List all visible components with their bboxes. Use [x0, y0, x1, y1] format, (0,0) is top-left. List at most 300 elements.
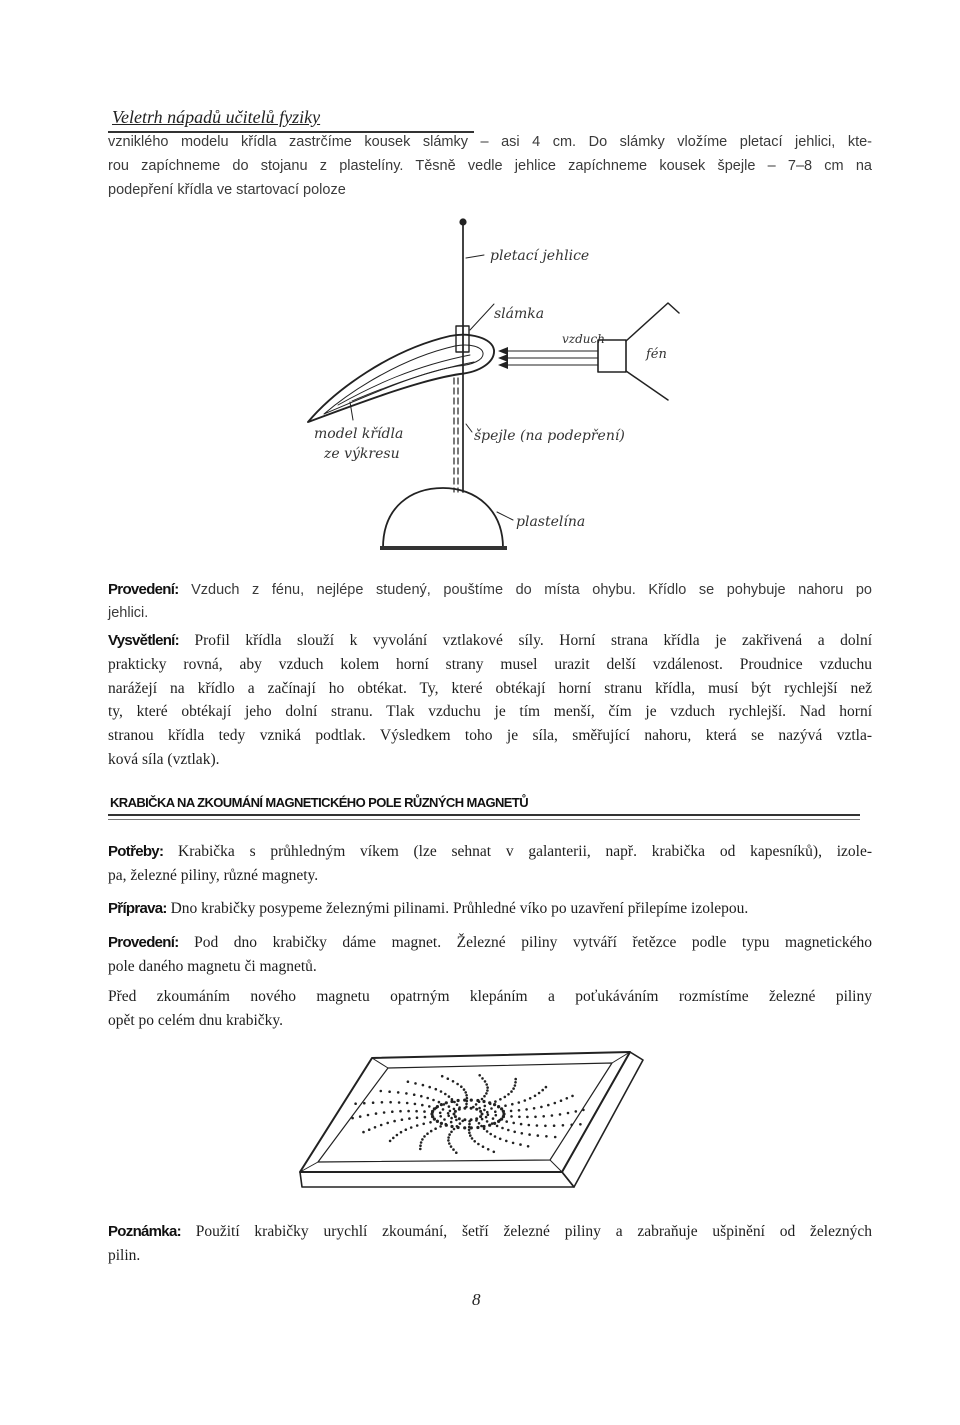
paragraph-line: podepření křídla ve startovací poloze	[108, 182, 346, 198]
plasticine-base	[380, 488, 513, 550]
filing-dot	[524, 1099, 527, 1102]
filing-dot	[466, 1097, 469, 1100]
filing-dot	[478, 1122, 481, 1125]
filing-dot	[496, 1125, 499, 1128]
filing-dot	[458, 1117, 461, 1120]
filing-dot	[367, 1114, 370, 1117]
box-corner-line	[550, 1160, 562, 1172]
filing-dot	[489, 1133, 492, 1136]
paragraph-line: rou zapíchneme do stojanu z plastelíny. Těsně vedle jehlice zapíchneme kousek špejle – 7–8 cm na	[108, 158, 872, 174]
filing-dot	[536, 1124, 539, 1127]
filing-dot	[442, 1108, 445, 1111]
filing-dot	[351, 1117, 354, 1120]
filing-dot	[554, 1102, 557, 1105]
filing-dot	[464, 1091, 467, 1094]
filing-dot	[484, 1080, 487, 1083]
filing-dot	[455, 1151, 458, 1154]
filing-dot	[518, 1116, 521, 1119]
filing-dot	[504, 1096, 507, 1099]
filing-dot	[456, 1103, 459, 1106]
line-text: Profil křídla slouží k vyvolání vztlakové síly. Horní strana křídla je zakřivená a dolní	[194, 632, 873, 649]
filing-dot	[497, 1105, 500, 1108]
filing-dot	[487, 1113, 490, 1116]
filing-dot	[480, 1125, 483, 1128]
filing-dot	[415, 1110, 418, 1113]
filing-dot	[527, 1145, 530, 1148]
filing-dot	[392, 1137, 395, 1140]
filing-dot	[545, 1086, 548, 1089]
filing-dot	[483, 1109, 486, 1112]
filing-dot	[424, 1116, 427, 1119]
filing-dot	[475, 1103, 478, 1106]
filing-dot	[393, 1120, 396, 1123]
filing-dot	[501, 1127, 504, 1130]
intro-paragraph	[108, 130, 872, 202]
filing-dot	[534, 1095, 537, 1098]
filing-dot	[391, 1110, 394, 1113]
filing-dot	[454, 1115, 457, 1118]
filing-dot	[452, 1080, 455, 1083]
filing-dot	[380, 1090, 383, 1093]
filing-dot	[414, 1082, 417, 1085]
filing-dot	[510, 1115, 513, 1118]
filing-dot	[460, 1085, 463, 1088]
filing-dot	[511, 1103, 514, 1106]
filing-dot	[519, 1143, 522, 1146]
filing-dot	[493, 1103, 496, 1106]
filing-dot	[419, 1148, 422, 1151]
filing-dot	[456, 1083, 459, 1086]
filing-dot	[528, 1133, 531, 1136]
paragraph-line: pole daného magnetu či magnetů.	[108, 958, 317, 975]
filing-dot	[562, 1124, 565, 1127]
paragraph-line: narážejí na křídlo a začínají ho obtékat. Ty, které obtékají horní stranu křídla, musí být rychlejší než	[108, 679, 872, 697]
filing-dot	[528, 1124, 531, 1127]
paragraph-line: pilin.	[108, 1247, 141, 1264]
filing-dot	[512, 1087, 515, 1090]
note-paragraph	[108, 1220, 872, 1268]
filing-dot	[450, 1145, 453, 1148]
paragraph-line: jehlici.	[108, 605, 149, 621]
filing-dot	[495, 1114, 498, 1117]
filing-dot	[481, 1077, 484, 1080]
filing-dot	[529, 1097, 532, 1100]
filing-dot	[374, 1126, 377, 1129]
paragraph-line: vzniklého modelu křídla zastrčíme kousek slámky – asi 4 cm. Do slámky vložíme pletací jehlici, kte-	[108, 134, 872, 150]
filing-dot	[468, 1131, 471, 1134]
filing-dot	[423, 1110, 426, 1113]
filing-dot	[445, 1101, 448, 1104]
filing-dot	[426, 1132, 429, 1135]
filing-dot	[484, 1105, 487, 1108]
procedure-paragraph	[108, 578, 872, 625]
filing-dot	[439, 1125, 442, 1128]
filing-dot	[571, 1095, 574, 1098]
filing-dot	[465, 1094, 468, 1097]
filing-dot	[486, 1111, 489, 1114]
filing-dot	[463, 1107, 466, 1110]
filing-dot	[457, 1126, 460, 1129]
filing-dot	[428, 1086, 431, 1089]
wing-label-line2: ze výkresu	[324, 446, 400, 462]
filing-dot	[443, 1118, 446, 1121]
base-dome	[383, 488, 503, 548]
filing-dot	[443, 1103, 446, 1106]
filing-dot	[435, 1088, 438, 1091]
paragraph-line: pa, železné piliny, různé magnety.	[108, 867, 319, 884]
dryer-label: fén	[646, 347, 667, 362]
filing-dot	[476, 1126, 479, 1129]
filing-dot	[396, 1134, 399, 1137]
filing-dot	[482, 1100, 485, 1103]
filing-dot	[482, 1145, 485, 1148]
page-number: 8	[472, 1290, 481, 1309]
filing-dot	[445, 1124, 448, 1127]
filing-dot	[362, 1131, 365, 1134]
paragraph-line: ková síla (vztlak).	[108, 750, 220, 768]
filing-dot	[422, 1084, 425, 1087]
filing-dot	[421, 1104, 424, 1107]
filing-dot	[502, 1110, 505, 1113]
filing-dot	[560, 1099, 563, 1102]
filing-dot	[407, 1080, 410, 1083]
filing-dot	[448, 1133, 451, 1136]
filing-dot	[420, 1095, 423, 1098]
filing-dot	[416, 1116, 419, 1119]
filing-dot	[476, 1099, 479, 1102]
line-text: Vzduch z fénu, nejlépe studený, pouštíme do místa ohybu. Křídlo se pohybuje nahoru po	[191, 582, 872, 598]
filing-dot	[483, 1095, 486, 1098]
filing-dot	[559, 1113, 562, 1116]
procedure-label: Provedení:	[108, 581, 179, 598]
filing-dot	[494, 1110, 497, 1113]
filing-dot	[537, 1134, 540, 1137]
filing-dot	[447, 1136, 450, 1139]
filing-dot	[470, 1099, 473, 1102]
filing-dot	[478, 1074, 481, 1077]
filing-dot	[505, 1140, 508, 1143]
explanation-paragraph	[108, 629, 872, 772]
heading-rule-thick	[108, 814, 860, 816]
filing-dot	[494, 1100, 497, 1103]
paragraph-line	[108, 629, 872, 653]
filing-dot	[579, 1123, 582, 1126]
filing-dot	[410, 1126, 413, 1129]
filing-dot	[504, 1104, 507, 1107]
section-heading: KRABIČKA NA ZKOUMÁNÍ MAGNETICKÉHO POLE RŮZNÝCH MAGNETŮ	[110, 795, 529, 810]
filing-dot	[475, 1117, 478, 1120]
running-header-title: Veletrh nápadů učitelů fyziky	[112, 107, 321, 127]
supplies-paragraph	[108, 840, 872, 888]
filing-dot	[490, 1107, 493, 1110]
note-label: Poznámka:	[108, 1223, 181, 1240]
filing-dot	[453, 1113, 456, 1116]
filing-dot	[383, 1111, 386, 1114]
filing-dot	[434, 1127, 437, 1130]
filing-dot	[400, 1131, 403, 1134]
filing-dot	[405, 1092, 408, 1095]
iron-filings	[351, 1074, 584, 1154]
filing-dot	[485, 1116, 488, 1119]
filing-dot	[554, 1136, 557, 1139]
filing-dot	[486, 1086, 489, 1089]
filing-dot	[521, 1132, 524, 1135]
filing-dot	[553, 1124, 556, 1127]
paragraph-line: stranou křídla tedy vzniká podtlak. Výsledkem toho je síla, směřující nahoru, která se nazývá vztla-	[108, 727, 872, 745]
filing-dot	[540, 1106, 543, 1109]
filing-dot	[488, 1124, 491, 1127]
filing-dot	[439, 1112, 442, 1115]
paragraph-line: Před zkoumáním nového magnetu opatrným klepáním a poťukáváním rozmístíme železné piliny	[108, 988, 872, 1005]
filing-dot	[545, 1135, 548, 1138]
filing-dot	[514, 1084, 517, 1087]
filing-dot	[497, 1120, 500, 1123]
supplies-label: Potřeby:	[108, 843, 164, 860]
paragraph-line	[108, 1220, 872, 1244]
filing-dot	[486, 1120, 489, 1123]
filing-dot	[380, 1124, 383, 1127]
base-ground	[380, 546, 507, 550]
filing-dot	[430, 1130, 433, 1133]
filing-dot	[463, 1088, 466, 1091]
filing-dot	[494, 1135, 497, 1138]
filing-dot	[481, 1098, 484, 1101]
air-arrowhead	[498, 354, 508, 362]
filing-dot	[538, 1092, 541, 1095]
filings-box-figure	[290, 1040, 660, 1200]
filing-dot	[436, 1120, 439, 1123]
filing-dot	[514, 1078, 517, 1081]
wing-label-line1: model křídla	[314, 426, 404, 442]
knitting-needle	[459, 218, 484, 492]
filing-dot	[547, 1104, 550, 1107]
filing-dot	[457, 1099, 460, 1102]
filing-dot	[439, 1115, 442, 1118]
filing-dot	[438, 1101, 441, 1104]
filing-dot	[450, 1117, 453, 1120]
filing-dot	[372, 1101, 375, 1104]
air-label: vzduch	[562, 332, 605, 346]
preparation-paragraph	[108, 897, 872, 921]
air-flow-arrows	[498, 347, 598, 369]
filing-dot	[487, 1148, 490, 1151]
filing-dot	[450, 1100, 453, 1103]
filing-dot	[447, 1115, 450, 1118]
paragraph-line: ty, které obtékají jeho dolní stranu. Tlak vzduchu je tím menší, čím je vzduch rychlejší. Nad horní	[108, 703, 872, 721]
filing-dot	[444, 1093, 447, 1096]
filing-dot	[542, 1115, 545, 1118]
filing-dot	[432, 1099, 435, 1102]
filing-dot	[463, 1099, 466, 1102]
filing-dot	[493, 1122, 496, 1125]
filing-dot	[478, 1107, 481, 1110]
filing-dot	[482, 1125, 485, 1128]
base-leader	[497, 512, 513, 520]
stick-leader	[466, 424, 472, 432]
paragraph-line: opět po celém dnu krabičky.	[108, 1011, 284, 1029]
filing-dot	[406, 1102, 409, 1105]
filing-dot	[441, 1075, 444, 1078]
filing-dot	[544, 1125, 547, 1128]
filing-dot	[386, 1122, 389, 1125]
filing-dot	[399, 1110, 402, 1113]
filing-dot	[471, 1137, 474, 1140]
filing-dot	[407, 1110, 410, 1113]
needle-label: pletací jehlice	[490, 248, 590, 264]
filing-dot	[447, 1112, 450, 1115]
filing-dot	[414, 1103, 417, 1106]
filing-dot	[575, 1110, 578, 1113]
air-arrowhead	[498, 347, 508, 355]
filing-dot	[389, 1101, 392, 1104]
filing-dot	[477, 1143, 480, 1146]
filing-dot	[485, 1083, 488, 1086]
filing-dot	[423, 1135, 426, 1138]
needle-leader	[466, 255, 484, 258]
paragraph-line	[108, 840, 872, 864]
procedure2-label: Provedení:	[108, 934, 179, 951]
filing-dot	[429, 1121, 432, 1124]
filing-dot	[447, 1077, 450, 1080]
filing-dot	[433, 1107, 436, 1110]
filing-dot	[453, 1128, 456, 1131]
filing-dot	[405, 1128, 408, 1131]
filing-dot	[450, 1131, 453, 1134]
filing-dot	[428, 1105, 431, 1108]
filing-dot	[567, 1112, 570, 1115]
straw-label: slámka	[494, 306, 545, 322]
filing-dot	[426, 1097, 429, 1100]
filing-dot	[518, 1109, 521, 1112]
filing-dot	[499, 1138, 502, 1141]
filing-dot	[454, 1110, 457, 1113]
filing-dot	[512, 1122, 515, 1125]
line-text: Pod dno krabičky dáme magnet. Železné piliny vytváří řetězce podle typu magnetického	[194, 934, 872, 951]
filing-dot	[570, 1124, 573, 1127]
paragraph-line: prakticky rovná, aby vzduch kolem horní strany musel urazit delší vzdálenost. Proudnice vzduchu	[108, 655, 872, 673]
filing-dot	[533, 1107, 536, 1110]
wing-model-figure	[280, 205, 720, 565]
wing-hatch	[338, 355, 470, 405]
filing-dot	[479, 1115, 482, 1118]
filing-dot	[375, 1112, 378, 1115]
filing-dot	[440, 1122, 443, 1125]
filing-dot	[488, 1101, 491, 1104]
filing-dot	[541, 1089, 544, 1092]
air-arrowhead	[498, 361, 508, 369]
filing-dot	[388, 1090, 391, 1093]
filing-dot	[416, 1124, 419, 1127]
filing-dot	[518, 1101, 521, 1104]
filing-dot	[493, 1151, 496, 1154]
preparation-label: Příprava:	[108, 900, 167, 917]
filing-dot	[449, 1110, 452, 1113]
filing-dot	[510, 1110, 513, 1113]
filing-dot	[363, 1102, 366, 1105]
paragraph-line	[108, 931, 872, 955]
filing-dot	[447, 1139, 450, 1142]
filing-dot	[505, 1120, 508, 1123]
paragraph-line	[108, 578, 872, 602]
box-corner-line	[372, 1058, 388, 1068]
filing-dot	[486, 1130, 489, 1133]
procedure2-paragraph	[108, 931, 872, 979]
wing-model	[308, 335, 494, 422]
filing-dot	[566, 1097, 569, 1100]
filing-dot	[582, 1109, 585, 1112]
filing-dot	[499, 1098, 502, 1101]
filing-dot	[551, 1114, 554, 1117]
filing-dot	[401, 1118, 404, 1121]
filing-dot	[468, 1129, 471, 1132]
filing-dot	[475, 1108, 478, 1111]
filing-dot	[448, 1095, 451, 1098]
filing-dot	[450, 1125, 453, 1128]
filing-dot	[389, 1140, 392, 1143]
filing-dot	[486, 1089, 489, 1092]
filing-dot	[440, 1090, 443, 1093]
filing-dot	[397, 1091, 400, 1094]
line-text: Dno krabičky posypeme železnými pilinami. Průhledné víko po uzavření přilepíme izolepou.	[170, 900, 749, 917]
filing-dot	[473, 1140, 476, 1143]
filing-dot	[492, 1117, 495, 1120]
filing-dot	[420, 1141, 423, 1144]
filing-dot	[436, 1105, 439, 1108]
filing-dot	[448, 1105, 451, 1108]
filing-dot	[463, 1126, 466, 1129]
filing-dot	[458, 1108, 461, 1111]
filing-dot	[470, 1118, 473, 1121]
heading-rule-thin	[108, 819, 860, 820]
box-right-wall	[562, 1052, 643, 1187]
filing-dot	[510, 1090, 513, 1093]
filing-dot	[448, 1142, 451, 1145]
box-front-wall	[300, 1172, 574, 1187]
base-label: plastelína	[516, 514, 586, 530]
filing-dot	[525, 1108, 528, 1111]
dryer-body-top	[626, 303, 679, 341]
filing-dot	[421, 1138, 424, 1141]
filing-dot	[507, 1129, 510, 1132]
filing-dot	[450, 1121, 453, 1124]
filing-dot	[408, 1117, 411, 1120]
filing-dot	[479, 1110, 482, 1113]
filing-dot	[465, 1103, 468, 1106]
explanation-label: Vysvětlení:	[108, 632, 179, 649]
filing-dot	[481, 1113, 484, 1116]
filing-dot	[500, 1118, 503, 1121]
filing-dot	[459, 1122, 462, 1125]
dryer-body-bottom	[626, 371, 668, 400]
filing-dot	[440, 1103, 443, 1106]
stick-label: špejle (na podepření)	[474, 428, 625, 444]
filing-dot	[453, 1101, 456, 1104]
filing-dot	[513, 1131, 516, 1134]
line-text: Použití krabičky urychlí zkoumání, šetří železné piliny a zabraňuje ušpinění od železných	[195, 1223, 873, 1240]
filing-dot	[422, 1123, 425, 1126]
filing-dot	[481, 1118, 484, 1121]
filing-dot	[526, 1116, 529, 1119]
filing-dot	[419, 1144, 422, 1147]
filing-dot	[398, 1101, 401, 1104]
filing-dot	[452, 1148, 455, 1151]
filing-dot	[470, 1107, 473, 1110]
before-paragraph	[108, 985, 872, 1032]
filing-dot	[359, 1115, 362, 1118]
filing-dot	[534, 1116, 537, 1119]
filing-dot	[491, 1122, 494, 1125]
wing-inner-outline	[324, 345, 483, 414]
